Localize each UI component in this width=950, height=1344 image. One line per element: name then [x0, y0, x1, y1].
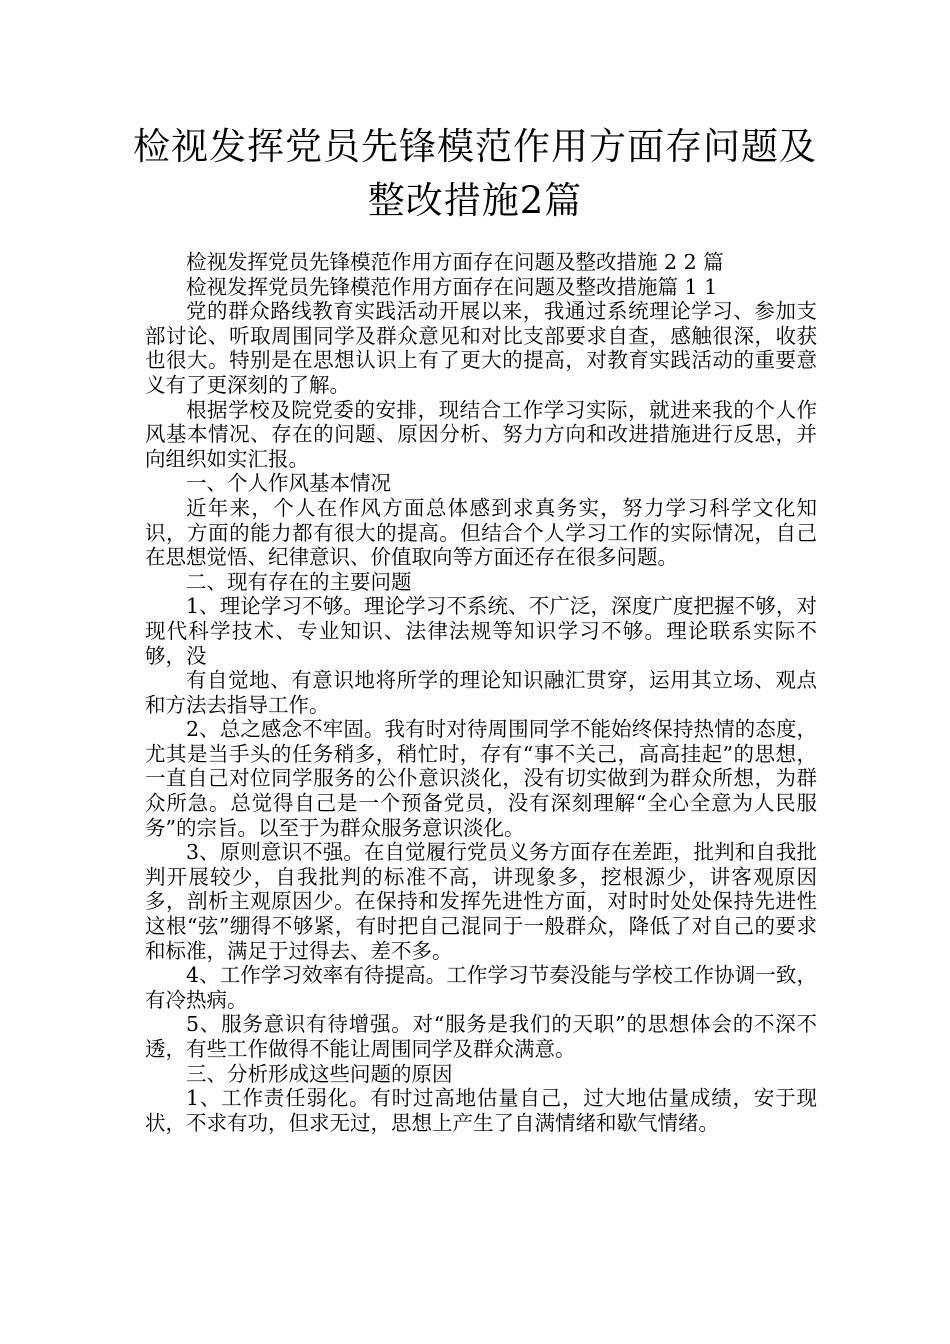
paragraph: 党的群众路线教育实践活动开展以来，我通过系统理论学习、参加支部讨论、听取周围同学及群众意见和对比支部要求自查，感触很深，收获也很大。特别是在思想认识上有了更大的提高，对教育实践活动的重要意义有了更深刻的了解。 [145, 299, 817, 397]
paragraph: 1、理论学习不够。理论学习不系统、不广泛，深度广度把握不够，对现代科学技术、专业知识、法律法规等知识学习不够。理论联系实际不够，没 [145, 594, 817, 668]
paragraph: 有自觉地、有意识地将所学的理论知识融汇贯穿，运用其立场、观点和方法去指导工作。 [145, 668, 817, 717]
paragraph: 3、原则意识不强。在自觉履行党员义务方面存在差距，批判和自我批判开展较少，自我批判的标准不高，讲现象多，挖根源少，讲客观原因多，剖析主观原因少。在保持和发挥先进性方面，对时时处处保持先进性这根“弦”绷得不够紧，有时把自己混同于一般群众，降低了对自己的要求和标准，满足于过得去、差不多。 [145, 840, 817, 963]
paragraph: 检视发挥党员先锋模范作用方面存在问题及整改措施 2 2 篇 [186, 250, 724, 274]
paragraph: 1、工作责任弱化。有时过高地估量自己，过大地估量成绩，安于现状，不求有功，但求无过，思想上产生了自满情绪和歇气情绪。 [145, 1086, 817, 1135]
document-title [100, 120, 850, 228]
section-heading: 三、分析形成这些问题的原因 [186, 1061, 453, 1086]
paragraph: 近年来，个人在作风方面总体感到求真务实，努力学习科学文化知识，方面的能力都有很大的提高。但结合个人学习工作的实际情况，自己在思想觉悟、纪律意识、价值取向等方面还存在很多问题。 [145, 495, 817, 570]
section-heading: 一、个人作风基本情况 [186, 471, 391, 496]
paragraph: 5、服务意识有待增强。对“服务是我们的天职”的思想体会的不深不透，有些工作做得不能让周围同学及群众满意。 [145, 1012, 817, 1061]
paragraph: 4、工作学习效率有待提高。工作学习节奏没能与学校工作协调一致，有冷热病。 [145, 963, 817, 1012]
title-line-2: 整改措施2篇 [367, 179, 583, 222]
paragraph: 检视发挥党员先锋模范作用方面存在问题及整改措施篇 1 1 [186, 274, 718, 299]
section-heading: 二、现有存在的主要问题 [186, 569, 412, 594]
title-line-1: 检视发挥党员先锋模范作用方面存问题及 [133, 125, 817, 168]
paragraph: 根据学校及院党委的安排，现结合工作学习实际，就进来我的个人作风基本情况、存在的问题、原因分析、努力方向和改进措施进行反思，并向组织如实汇报。 [145, 397, 817, 471]
paragraph: 2、总之感念不牢固。我有时对待周围同学不能始终保持热情的态度，尤其是当手头的任务稍多，稍忙时，存有“事不关己，高高挂起”的思想，一直自己对位同学服务的公仆意识淡化，没有切实做到为群众所想，为群众所急。总觉得自己是一个预备党员，没有深刻理解“全心全意为人民服务”的宗旨。以至于为群众服务意识淡化。 [145, 717, 817, 840]
document-body [145, 250, 817, 1135]
